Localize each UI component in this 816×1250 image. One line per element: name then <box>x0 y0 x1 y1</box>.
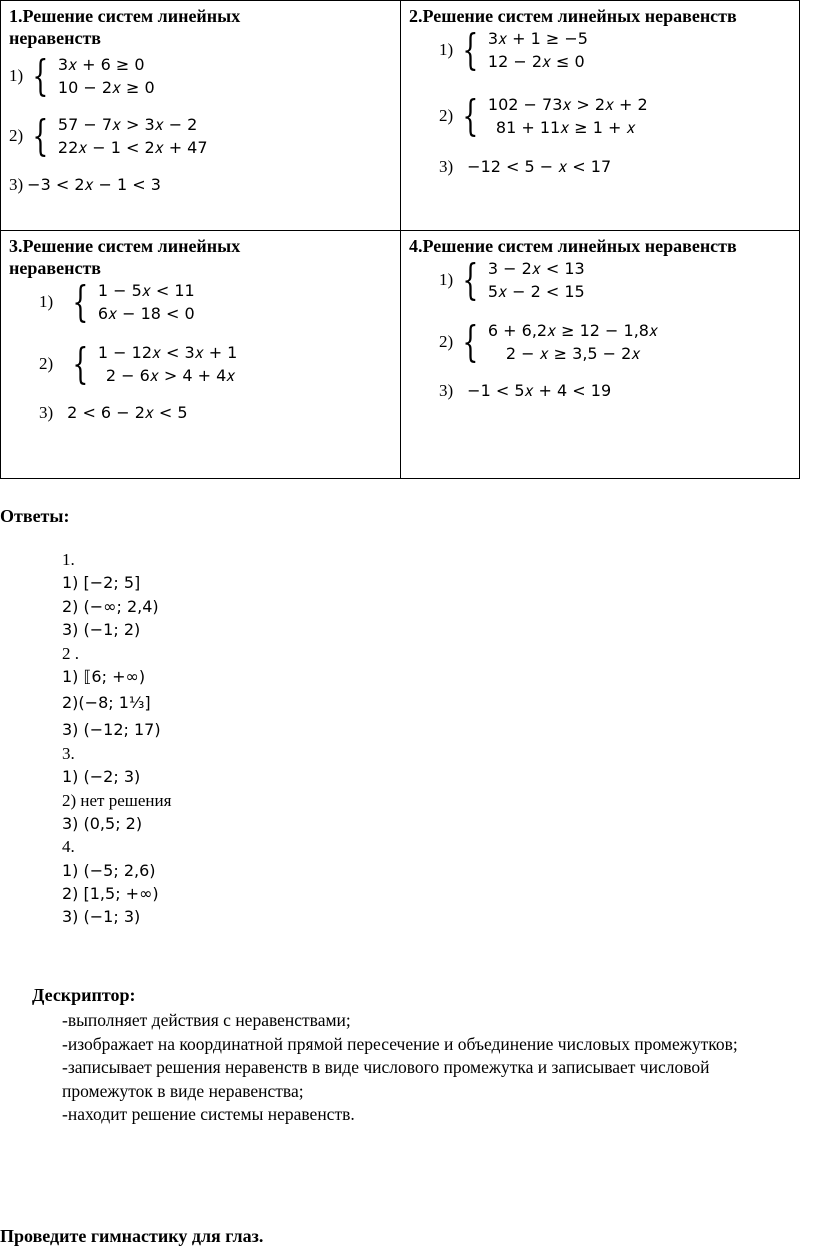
answers-heading: Ответы: <box>0 506 70 526</box>
problem-label: 1) <box>9 66 24 85</box>
problem-1 <box>39 279 392 325</box>
task-title: 4.Решение систем линейных неравенств <box>409 236 737 256</box>
inequality: 3𝑥 + 6 ≥ 0 <box>57 55 145 74</box>
answer-line: 3) (−1; 3) <box>62 907 141 927</box>
problem-1 <box>9 53 392 99</box>
problem-label: 3) <box>439 157 454 176</box>
answer-line: 2 . <box>62 643 79 663</box>
problem-3 <box>439 381 791 401</box>
double-inequality: −1 < 5𝑥 + 4 < 19 <box>467 381 612 400</box>
problem-1 <box>439 27 791 73</box>
inequality: 10 − 2𝑥 ≥ 0 <box>57 78 155 97</box>
descriptor-item: -записывает решения неравенств в виде числового промежутка и записывает числовой промежуток в виде неравенства; <box>62 1057 710 1101</box>
answer-line: 3) (0,5; 2) <box>62 813 143 833</box>
descriptor-item: -изображает на координатной прямой пересечение и объединение числовых промежутков; <box>62 1033 738 1054</box>
inequality: 5𝑥 − 2 < 15 <box>487 282 585 301</box>
brace-icon: { <box>72 339 89 388</box>
task-title <box>9 5 392 49</box>
inequality: 2 − 𝑥 ≥ 3,5 − 2𝑥 <box>505 344 641 363</box>
answer-line: 2) нет решения <box>62 790 172 810</box>
task-title-line: неравенств <box>9 28 102 48</box>
answer-line: 1. <box>62 550 75 569</box>
double-inequality: −12 < 5 − 𝑥 < 17 <box>467 157 612 176</box>
problem-label: 2) <box>439 106 454 125</box>
task-title-line: неравенств <box>9 258 102 278</box>
brace-icon: { <box>462 91 479 140</box>
brace-icon: { <box>462 255 479 304</box>
inequality: 3𝑥 + 1 ≥ −5 <box>487 29 588 48</box>
answer-line: 2) (−∞; 2,4) <box>62 596 159 616</box>
task-title: 2.Решение систем линейных неравенств <box>409 6 737 26</box>
task-title <box>9 235 392 279</box>
answers-list <box>62 548 171 929</box>
brace-icon: { <box>462 317 479 366</box>
task-cell-4 <box>401 231 800 479</box>
brace-icon: { <box>32 51 49 100</box>
tasks-table <box>0 0 800 479</box>
problem-2 <box>39 341 392 387</box>
task-cell-2 <box>401 1 800 231</box>
task-title-line: 3.Решение систем линейных <box>9 236 241 256</box>
problem-3 <box>439 157 791 177</box>
inequality-system <box>58 53 155 99</box>
problem-label: 2) <box>439 332 454 351</box>
answer-line: 1) [−2; 5] <box>62 573 141 593</box>
task-cell-3 <box>1 231 401 479</box>
problem-label: 2) <box>39 354 54 373</box>
inequality: 57 − 7𝑥 > 3𝑥 − 2 <box>57 115 198 134</box>
answer-line: 3. <box>62 743 75 763</box>
inequality: 1 − 12𝑥 < 3𝑥 + 1 <box>97 343 238 362</box>
double-inequality: −3 < 2𝑥 − 1 < 3 <box>27 175 161 194</box>
inequality-system <box>488 27 588 73</box>
task-title-line: 1.Решение систем линейных <box>9 6 241 26</box>
answer-line: 3) (−12; 17) <box>62 720 161 740</box>
inequality: 12 − 2𝑥 ≤ 0 <box>487 52 585 71</box>
brace-icon: { <box>72 277 89 326</box>
inequality-system <box>488 319 658 365</box>
problem-label: 2) <box>9 126 24 145</box>
problem-label: 3) <box>39 403 54 422</box>
inequality: 81 + 11𝑥 ≥ 1 + 𝑥 <box>495 118 636 137</box>
problem-label: 3) <box>9 175 24 194</box>
inequality: 6𝑥 − 18 < 0 <box>97 304 195 323</box>
answer-line: 1) (−5; 2,6) <box>62 860 156 880</box>
inequality: 1 − 5𝑥 < 11 <box>97 281 195 300</box>
inequality-system <box>488 93 648 139</box>
inequality: 22𝑥 − 1 < 2𝑥 + 47 <box>57 138 208 157</box>
problem-2 <box>439 319 791 365</box>
answer-line: 3) (−1; 2) <box>62 620 141 640</box>
task-cell-1 <box>1 1 401 231</box>
answer-line: 2) [1,5; +∞) <box>62 884 159 904</box>
answer-line: 2)(−8; 1⅓] <box>62 693 151 713</box>
inequality-system <box>58 113 208 159</box>
double-inequality: 2 < 6 − 2𝑥 < 5 <box>67 403 188 422</box>
inequality-system <box>98 341 237 387</box>
inequality-system <box>488 257 585 303</box>
problem-1 <box>439 257 791 303</box>
descriptor-item: -выполняет действия с неравенствами; <box>62 1010 351 1030</box>
problem-3 <box>39 403 392 423</box>
inequality: 102 − 73𝑥 > 2𝑥 + 2 <box>487 95 648 114</box>
descriptor-list <box>62 1009 782 1127</box>
problem-label: 1) <box>39 292 54 311</box>
answer-line: 4. <box>62 837 75 857</box>
answer-line: 1) ⟦6; +∞) <box>62 666 146 686</box>
answer-line: 1) (−2; 3) <box>62 767 141 787</box>
brace-icon: { <box>462 25 479 74</box>
inequality: 2 − 6𝑥 > 4 + 4𝑥 <box>105 366 236 385</box>
inequality-system <box>98 279 195 325</box>
inequality: 3 − 2𝑥 < 13 <box>487 259 585 278</box>
inequality: 6 + 6,2𝑥 ≥ 12 − 1,8𝑥 <box>487 321 658 340</box>
footer-note: Проведите гимнастику для глаз. <box>0 1226 264 1246</box>
descriptor-item: -находит решение системы неравенств. <box>62 1104 355 1124</box>
brace-icon: { <box>32 111 49 160</box>
problem-label: 3) <box>439 381 454 400</box>
problem-label: 1) <box>439 40 454 59</box>
descriptor-heading: Дескриптор: <box>32 985 136 1005</box>
problem-2 <box>9 113 392 159</box>
problem-3 <box>9 175 392 195</box>
problem-2 <box>439 93 791 139</box>
problem-label: 1) <box>439 270 454 289</box>
